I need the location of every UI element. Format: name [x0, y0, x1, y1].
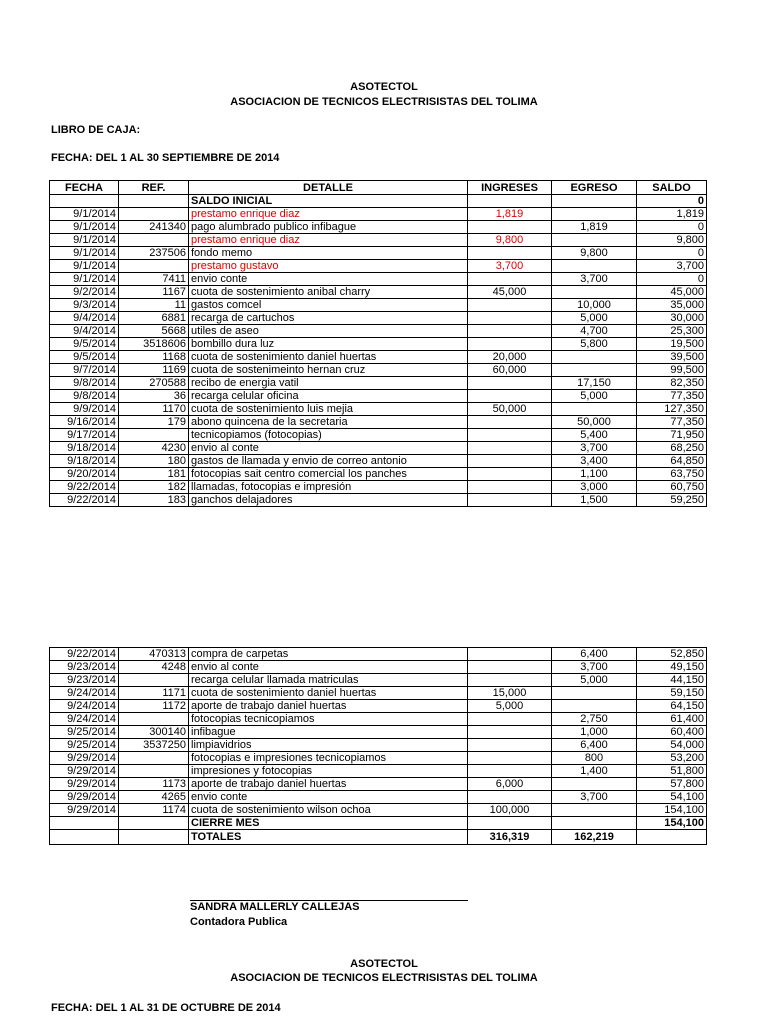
col-header-ingreses: INGRESES [468, 181, 552, 195]
cell-egreso: 1,000 [552, 726, 637, 739]
cell-ref [119, 260, 189, 273]
cell-detail: recarga celular llamada matriculas [189, 674, 468, 687]
table-row [50, 221, 707, 234]
table-row [50, 739, 707, 752]
cell-detail: cuota de sostenimeinto hernan cruz [189, 364, 468, 377]
cell-detail: prestamo gustavo [189, 260, 468, 273]
cell-ref: 4265 [119, 791, 189, 804]
cell-ingreso: 100,000 [468, 804, 552, 817]
cell-ingreso [468, 299, 552, 312]
cell-date: 9/25/2014 [50, 739, 119, 752]
col-header-detalle: DETALLE [189, 181, 468, 195]
cell-detail: TOTALES [189, 830, 468, 845]
cell-egreso: 9,800 [552, 247, 637, 260]
table-row [50, 804, 707, 817]
cell-saldo: 25,300 [637, 325, 707, 338]
cell-detail: prestamo enrique diaz [189, 208, 468, 221]
table-row [50, 752, 707, 765]
table-row [50, 687, 707, 700]
cell-saldo: 0 [637, 195, 707, 208]
cell-ingreso [468, 221, 552, 234]
cell-ingreso [468, 481, 552, 494]
table-row [50, 338, 707, 351]
cell-date: 9/18/2014 [50, 442, 119, 455]
cell-date: 9/3/2014 [50, 299, 119, 312]
cell-egreso [552, 351, 637, 364]
cell-date: 9/29/2014 [50, 765, 119, 778]
cell-saldo: 51,800 [637, 765, 707, 778]
cell-egreso: 3,700 [552, 442, 637, 455]
cell-detail: envio conte [189, 791, 468, 804]
table-row [50, 208, 707, 221]
cell-saldo: 35,000 [637, 299, 707, 312]
cell-saldo: 64,850 [637, 455, 707, 468]
table-row [50, 700, 707, 713]
cell-detail: abono quincena de la secretaria [189, 416, 468, 429]
cell-ingreso [468, 494, 552, 507]
cell-detail: fondo memo [189, 247, 468, 260]
cell-detail: cuota de sostenimiento anibal charry [189, 286, 468, 299]
cell-saldo: 82,350 [637, 377, 707, 390]
cell-date: 9/24/2014 [50, 713, 119, 726]
cell-egreso: 6,400 [552, 739, 637, 752]
cell-egreso [552, 234, 637, 247]
cell-ingreso: 50,000 [468, 403, 552, 416]
cell-ref: 6881 [119, 312, 189, 325]
cell-saldo: 60,750 [637, 481, 707, 494]
cell-detail: fotocopias tecnicopiamos [189, 713, 468, 726]
cell-saldo: 0 [637, 247, 707, 260]
cell-date: 9/9/2014 [50, 403, 119, 416]
cell-detail: gastos de llamada y envio de correo antonio [189, 455, 468, 468]
cell-egreso: 5,400 [552, 429, 637, 442]
cell-detail: fotocopias sait centro comercial los panches [189, 468, 468, 481]
cell-ingreso: 1,819 [468, 208, 552, 221]
cell-date: 9/29/2014 [50, 804, 119, 817]
cell-saldo: 54,000 [637, 739, 707, 752]
cell-detail: utiles de aseo [189, 325, 468, 338]
cell-ingreso [468, 817, 552, 830]
cell-ingreso: 316,319 [468, 830, 552, 845]
col-header-saldo: SALDO [637, 181, 707, 195]
cell-detail: envio conte [189, 273, 468, 286]
table-row [50, 674, 707, 687]
cell-ref [119, 765, 189, 778]
table-row [50, 648, 707, 661]
cell-ref: 182 [119, 481, 189, 494]
cell-ingreso: 20,000 [468, 351, 552, 364]
cell-date: 9/7/2014 [50, 364, 119, 377]
cell-egreso [552, 804, 637, 817]
cash-book-table-1 [49, 180, 707, 507]
cell-ingreso: 45,000 [468, 286, 552, 299]
cell-detail: CIERRE MES [189, 817, 468, 830]
table-row [50, 468, 707, 481]
cell-ref: 241340 [119, 221, 189, 234]
cell-ingreso [468, 752, 552, 765]
cell-ingreso [468, 726, 552, 739]
cell-saldo: 99,500 [637, 364, 707, 377]
cash-book-table-2 [49, 647, 707, 845]
cell-detail: impresiones y fotocopias [189, 765, 468, 778]
cell-egreso: 3,000 [552, 481, 637, 494]
cell-saldo: 19,500 [637, 338, 707, 351]
cell-ref: 183 [119, 494, 189, 507]
cell-ref: 180 [119, 455, 189, 468]
cell-egreso: 5,000 [552, 312, 637, 325]
table-row [50, 260, 707, 273]
cell-ingreso [468, 390, 552, 403]
cell-date: 9/8/2014 [50, 390, 119, 403]
cell-egreso: 3,700 [552, 273, 637, 286]
cell-ref [119, 817, 189, 830]
cell-egreso: 3,700 [552, 791, 637, 804]
cell-saldo: 0 [637, 221, 707, 234]
cell-saldo: 71,950 [637, 429, 707, 442]
cell-egreso [552, 700, 637, 713]
cell-date: 9/1/2014 [50, 234, 119, 247]
table-row [50, 403, 707, 416]
cell-ref [119, 208, 189, 221]
cell-ref: 300140 [119, 726, 189, 739]
cell-ingreso [468, 338, 552, 351]
signer-name: SANDRA MALLERLY CALLEJAS [190, 901, 360, 913]
cell-ingreso [468, 416, 552, 429]
cell-ref: 1174 [119, 804, 189, 817]
cell-ref: 470313 [119, 648, 189, 661]
cell-ref: 1167 [119, 286, 189, 299]
cell-saldo [637, 830, 707, 845]
cell-detail: cuota de sostenimiento luis mejia [189, 403, 468, 416]
cell-saldo: 127,350 [637, 403, 707, 416]
cell-ingreso [468, 648, 552, 661]
table-row [50, 377, 707, 390]
cell-ref: 3518606 [119, 338, 189, 351]
cell-detail: aporte de trabajo daniel huertas [189, 778, 468, 791]
cell-ref [119, 713, 189, 726]
cell-ref [119, 674, 189, 687]
table-row [50, 273, 707, 286]
cell-date: 9/4/2014 [50, 312, 119, 325]
table-row [50, 429, 707, 442]
cell-ref: 5668 [119, 325, 189, 338]
table-row [50, 416, 707, 429]
table-row [50, 817, 707, 830]
table-row [50, 286, 707, 299]
cell-egreso: 1,819 [552, 221, 637, 234]
table-header-row [50, 181, 707, 195]
cell-date: 9/4/2014 [50, 325, 119, 338]
cell-egreso: 162,219 [552, 830, 637, 845]
cell-detail: prestamo enrique diaz [189, 234, 468, 247]
table-row [50, 791, 707, 804]
cell-saldo: 54,100 [637, 791, 707, 804]
cell-egreso [552, 260, 637, 273]
cell-ref: 4248 [119, 661, 189, 674]
cell-date: 9/1/2014 [50, 247, 119, 260]
cell-ingreso [468, 455, 552, 468]
table-row [50, 481, 707, 494]
cell-saldo: 57,800 [637, 778, 707, 791]
cell-detail: ganchos delajadores [189, 494, 468, 507]
cell-date: 9/1/2014 [50, 221, 119, 234]
cell-egreso [552, 403, 637, 416]
cell-saldo: 9,800 [637, 234, 707, 247]
cell-ref: 3537250 [119, 739, 189, 752]
cell-egreso: 5,800 [552, 338, 637, 351]
cell-ref [119, 429, 189, 442]
table-row [50, 778, 707, 791]
cell-date: 9/24/2014 [50, 687, 119, 700]
cell-saldo: 1,819 [637, 208, 707, 221]
cell-egreso: 2,750 [552, 713, 637, 726]
cell-detail: infibague [189, 726, 468, 739]
table-row [50, 195, 707, 208]
cell-detail: recarga de cartuchos [189, 312, 468, 325]
col-header-fecha: FECHA [50, 181, 119, 195]
cell-egreso: 5,000 [552, 674, 637, 687]
col-header-egreso: EGRESO [552, 181, 637, 195]
cell-egreso: 17,150 [552, 377, 637, 390]
cell-date: 9/8/2014 [50, 377, 119, 390]
cell-date: 9/16/2014 [50, 416, 119, 429]
cell-ref [119, 830, 189, 845]
cell-egreso [552, 817, 637, 830]
cell-ref: 1169 [119, 364, 189, 377]
cell-egreso [552, 286, 637, 299]
table-row [50, 247, 707, 260]
cell-date: 9/17/2014 [50, 429, 119, 442]
cell-ref [119, 234, 189, 247]
cell-ingreso [468, 674, 552, 687]
cell-saldo: 45,000 [637, 286, 707, 299]
cell-date: 9/22/2014 [50, 648, 119, 661]
cell-ref: 1173 [119, 778, 189, 791]
cell-saldo: 68,250 [637, 442, 707, 455]
cell-ingreso: 15,000 [468, 687, 552, 700]
cell-saldo: 154,100 [637, 817, 707, 830]
cell-saldo: 64,150 [637, 700, 707, 713]
footer-org-full-name: ASOCIACION DE TECNICOS ELECTRISISTAS DEL TOLIMA [230, 972, 538, 984]
cell-saldo: 3,700 [637, 260, 707, 273]
cell-ingreso [468, 442, 552, 455]
table-row [50, 364, 707, 377]
cell-saldo: 59,150 [637, 687, 707, 700]
cell-saldo: 61,400 [637, 713, 707, 726]
cell-egreso: 4,700 [552, 325, 637, 338]
cell-date: 9/18/2014 [50, 455, 119, 468]
signer-role: Contadora Publica [190, 916, 288, 928]
book-title: LIBRO DE CAJA: [51, 124, 141, 136]
cell-ingreso [468, 195, 552, 208]
cell-date [50, 830, 119, 845]
cell-egreso: 1,400 [552, 765, 637, 778]
cell-ref: 179 [119, 416, 189, 429]
cell-ingreso [468, 661, 552, 674]
cell-egreso: 800 [552, 752, 637, 765]
footer-period-label: FECHA: DEL 1 AL 31 DE OCTUBRE DE 2014 [51, 1002, 281, 1014]
cell-ingreso: 9,800 [468, 234, 552, 247]
cell-ingreso: 5,000 [468, 700, 552, 713]
org-full-name: ASOCIACION DE TECNICOS ELECTRISISTAS DEL TOLIMA [230, 96, 538, 108]
cell-detail: gastos comcel [189, 299, 468, 312]
cell-ref [119, 752, 189, 765]
cell-detail: aporte de trabajo daniel huertas [189, 700, 468, 713]
cell-date: 9/23/2014 [50, 674, 119, 687]
cell-saldo: 53,200 [637, 752, 707, 765]
cell-ingreso [468, 468, 552, 481]
cell-saldo: 39,500 [637, 351, 707, 364]
cell-ingreso [468, 325, 552, 338]
cell-date: 9/29/2014 [50, 778, 119, 791]
cell-ingreso [468, 791, 552, 804]
table-row [50, 312, 707, 325]
cell-ref: 7411 [119, 273, 189, 286]
cell-detail: SALDO INICIAL [189, 195, 468, 208]
cell-date: 9/5/2014 [50, 351, 119, 364]
cell-date: 9/22/2014 [50, 494, 119, 507]
cell-egreso [552, 195, 637, 208]
cell-egreso: 3,700 [552, 661, 637, 674]
cell-detail: limpiavidrios [189, 739, 468, 752]
table-row [50, 494, 707, 507]
cell-date: 9/23/2014 [50, 661, 119, 674]
cell-ingreso [468, 377, 552, 390]
cell-detail: cuota de sostenimiento daniel huertas [189, 351, 468, 364]
cell-date: 9/2/2014 [50, 286, 119, 299]
cell-ref: 36 [119, 390, 189, 403]
cell-date: 9/22/2014 [50, 481, 119, 494]
cell-ref: 237506 [119, 247, 189, 260]
cell-date: 9/1/2014 [50, 260, 119, 273]
cell-ref: 11 [119, 299, 189, 312]
org-title: ASOTECTOL [350, 81, 418, 93]
table-row [50, 455, 707, 468]
cell-egreso [552, 778, 637, 791]
cell-ingreso [468, 765, 552, 778]
cell-detail: tecnicopiamos (fotocopias) [189, 429, 468, 442]
table-row [50, 661, 707, 674]
cell-saldo: 59,250 [637, 494, 707, 507]
cell-ingreso: 6,000 [468, 778, 552, 791]
cell-detail: bombillo dura luz [189, 338, 468, 351]
cell-ref: 1170 [119, 403, 189, 416]
cell-ingreso [468, 739, 552, 752]
cell-ref [119, 195, 189, 208]
table-row [50, 325, 707, 338]
cell-date [50, 195, 119, 208]
cell-detail: recibo de energia vatil [189, 377, 468, 390]
cell-ref: 1172 [119, 700, 189, 713]
cell-ref: 181 [119, 468, 189, 481]
cell-detail: fotocopias e impresiones tecnicopiamos [189, 752, 468, 765]
cell-saldo: 77,350 [637, 390, 707, 403]
cell-egreso: 6,400 [552, 648, 637, 661]
cell-detail: envio al conte [189, 442, 468, 455]
cell-detail: envio al conte [189, 661, 468, 674]
cell-date: 9/1/2014 [50, 208, 119, 221]
cell-detail: cuota de sostenimiento wilson ochoa [189, 804, 468, 817]
cell-detail: recarga celular oficina [189, 390, 468, 403]
cell-saldo: 49,150 [637, 661, 707, 674]
cell-egreso [552, 364, 637, 377]
cell-date: 9/25/2014 [50, 726, 119, 739]
cell-ingreso [468, 713, 552, 726]
cell-saldo: 52,850 [637, 648, 707, 661]
cell-date: 9/20/2014 [50, 468, 119, 481]
cell-egreso: 3,400 [552, 455, 637, 468]
cell-egreso: 5,000 [552, 390, 637, 403]
cell-egreso [552, 208, 637, 221]
table-row [50, 726, 707, 739]
col-header-ref: REF. [119, 181, 189, 195]
cell-ingreso [468, 273, 552, 286]
cell-saldo: 60,400 [637, 726, 707, 739]
cell-ingreso [468, 312, 552, 325]
cell-saldo: 44,150 [637, 674, 707, 687]
cell-detail: llamadas, fotocopias e impresión [189, 481, 468, 494]
cell-egreso: 1,500 [552, 494, 637, 507]
cell-detail: cuota de sostenimiento daniel huertas [189, 687, 468, 700]
cell-date: 9/29/2014 [50, 752, 119, 765]
footer-org-title: ASOTECTOL [350, 958, 418, 970]
cell-date: 9/1/2014 [50, 273, 119, 286]
cell-saldo: 77,350 [637, 416, 707, 429]
cell-detail: compra de carpetas [189, 648, 468, 661]
cell-saldo: 154,100 [637, 804, 707, 817]
cell-egreso: 50,000 [552, 416, 637, 429]
cell-ref: 270588 [119, 377, 189, 390]
cell-ingreso: 60,000 [468, 364, 552, 377]
cell-ref: 1168 [119, 351, 189, 364]
cell-ref: 1171 [119, 687, 189, 700]
table-row [50, 442, 707, 455]
cell-saldo: 30,000 [637, 312, 707, 325]
period-label: FECHA: DEL 1 AL 30 SEPTIEMBRE DE 2014 [51, 152, 280, 164]
cell-saldo: 0 [637, 273, 707, 286]
cell-egreso [552, 687, 637, 700]
table-row [50, 351, 707, 364]
cell-saldo: 63,750 [637, 468, 707, 481]
table-row [50, 713, 707, 726]
cell-egreso: 10,000 [552, 299, 637, 312]
cell-ingreso [468, 247, 552, 260]
cell-egreso: 1,100 [552, 468, 637, 481]
table-row [50, 299, 707, 312]
table-row [50, 234, 707, 247]
table-row [50, 390, 707, 403]
cell-date: 9/24/2014 [50, 700, 119, 713]
cell-date: 9/29/2014 [50, 791, 119, 804]
table-row [50, 765, 707, 778]
cell-ingreso: 3,700 [468, 260, 552, 273]
cell-date [50, 817, 119, 830]
cell-ingreso [468, 429, 552, 442]
cell-ref: 4230 [119, 442, 189, 455]
table-row [50, 830, 707, 845]
cell-detail: pago alumbrado publico infibague [189, 221, 468, 234]
cell-date: 9/5/2014 [50, 338, 119, 351]
